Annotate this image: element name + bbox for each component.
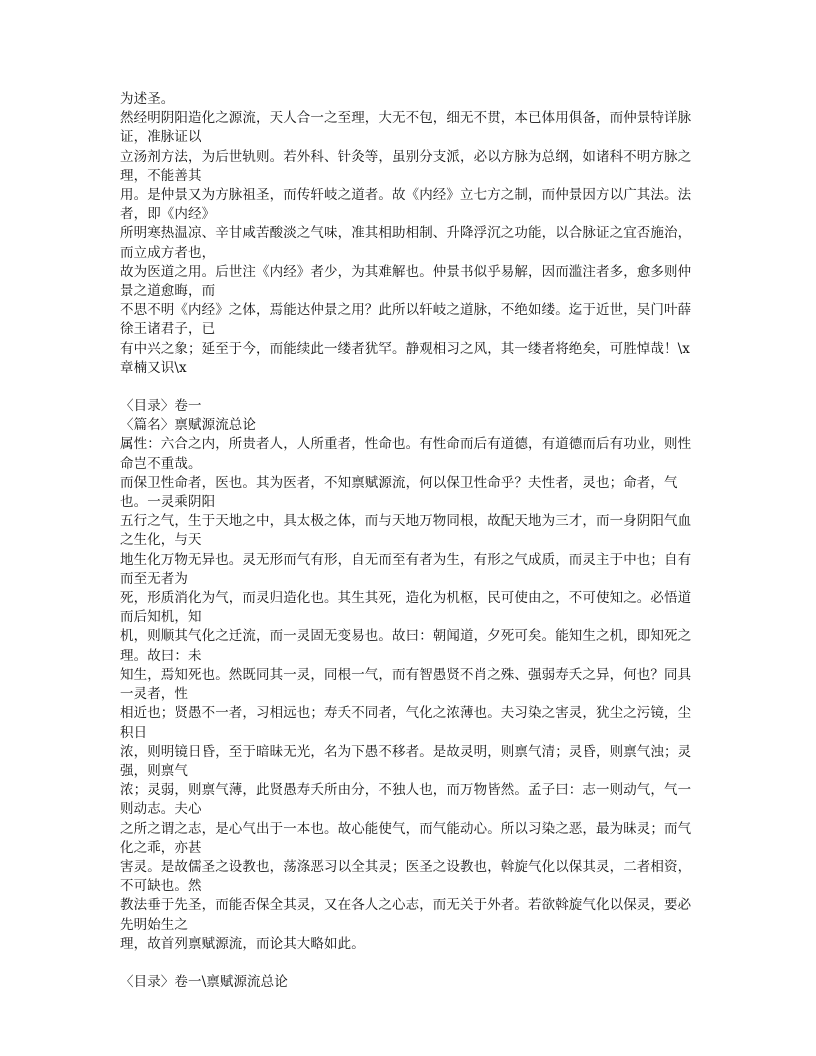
body-paragraph — [120, 435, 698, 953]
spacer — [120, 954, 698, 973]
body-line: 浓；灵弱，则禀气薄，此贤愚寿夭所由分，不独人也，而万物皆然。孟子曰：志一则动气，气一则动志。夫心 — [120, 782, 692, 818]
body-line: 属性：六合之内，所贵者人，人所重者，性命也。有性命而后有道德，有道德而后有功业，则性命岂不重哉。 — [120, 436, 692, 472]
spacer — [120, 378, 698, 397]
body-line: 理，故首列禀赋源流，而论其大略如此。 — [120, 935, 365, 952]
preface-line: 用。是仲景又为方脉祖圣，而传轩岐之道者。故《内经》立七方之制，而仲景因方以广其法。法者，即《内经》 — [120, 187, 692, 223]
preface-line: 不思不明《内经》之体，焉能达仲景之用？此所以轩岐之道脉，不绝如缕。迄于近世，吴门叶薛徐王诸君子，已 — [120, 302, 692, 338]
body-line: 害灵。是故儒圣之设教也，荡涤恶习以全其灵；医圣之设教也，斡旋气化以保其灵，二者相资，不可缺也。然 — [120, 858, 692, 895]
section-title: 〈篇名〉禀赋源流总论 — [120, 417, 256, 434]
footer-toc: 〈目录〉卷一\禀赋源流总论 — [120, 973, 288, 990]
toc-header: 〈目录〉卷一 — [120, 398, 202, 415]
body-line: 浓，则明镜日昏，至于暗昧无光，名为下愚不移者。是故灵明，则禀气清；灵昏，则禀气浊；灵强，则禀气 — [120, 743, 692, 779]
body-line: 之所之谓之志，是心气出于一本也。故心能使气，而气能动心。所以习染之恶，最为昧灵；而气化之乖，亦甚 — [120, 820, 692, 856]
body-line: 知生，焉知死也。然既同其一灵，同根一气，而有智愚贤不肖之殊、强弱寿夭之异，何也？同具一灵者，性 — [120, 666, 692, 703]
preface-line: 故为医道之用。后世注《内经》者少，为其难解也。仲景书似乎易解，因而滥注者多，愈多则仲景之道愈晦，而 — [120, 263, 692, 300]
preface-line: 有中兴之象；延至于今，而能续此一缕者犹罕。静观相习之风，其一缕者将绝矣，可胜悼哉！\x 章楠又识\x — [120, 340, 690, 376]
body-line: 死，形质消化为气，而灵归造化也。其生其死，造化为机枢，民可使由之，不可使知之。必悟道而后知机，知 — [120, 590, 692, 626]
body-line: 机，则顺其气化之迁流，而一灵固无变易也。故曰：朝闻道，夕死可矣。能知生之机，即知死之理。故曰：未 — [120, 628, 692, 664]
body-line: 相近也；贤愚不一者，习相远也；寿夭不同者，气化之浓薄也。夫习染之害灵，犹尘之污镜，尘积日 — [120, 705, 692, 741]
preface-line: 立汤剂方法，为后世轨则。若外科、针灸等，虽别分支派，必以方脉为总纲，如诸科不明方脉之理，不能善其 — [120, 148, 692, 184]
preface-line: 所明寒热温凉、辛甘咸苦酸淡之气味，准其相助相制、升降浮沉之功能，以合脉证之宜否施治，而立成方者也， — [120, 225, 692, 261]
preface-line: 然经明阴阳造化之源流，天人合一之至理，大无不包，细无不贯，本已体用俱备，而仲景特详脉证，准脉证以 — [120, 110, 692, 146]
preface-paragraph — [120, 90, 698, 378]
body-line: 而保卫性命者，医也。其为医者，不知禀赋源流，何以保卫性命乎？夫性者，灵也；命者，气也。一灵乘阴阳 — [120, 474, 678, 511]
body-line: 五行之气，生于天地之中，具太极之体，而与天地万物同根，故配天地为三才，而一身阴阳气血之生化，与天 — [120, 513, 692, 549]
preface-line: 为述圣。 — [120, 91, 175, 107]
document-text — [120, 90, 698, 992]
body-line: 教法垂于先圣，而能否保全其灵，又在各人之心志，而无关于外者。若欲斡旋气化以保灵，要必先明始生之 — [120, 897, 692, 933]
body-line: 地生化万物无异也。灵无形而气有形，自无而至有者为生，有形之气成质，而灵主于中也；自有而至无者为 — [120, 551, 692, 587]
